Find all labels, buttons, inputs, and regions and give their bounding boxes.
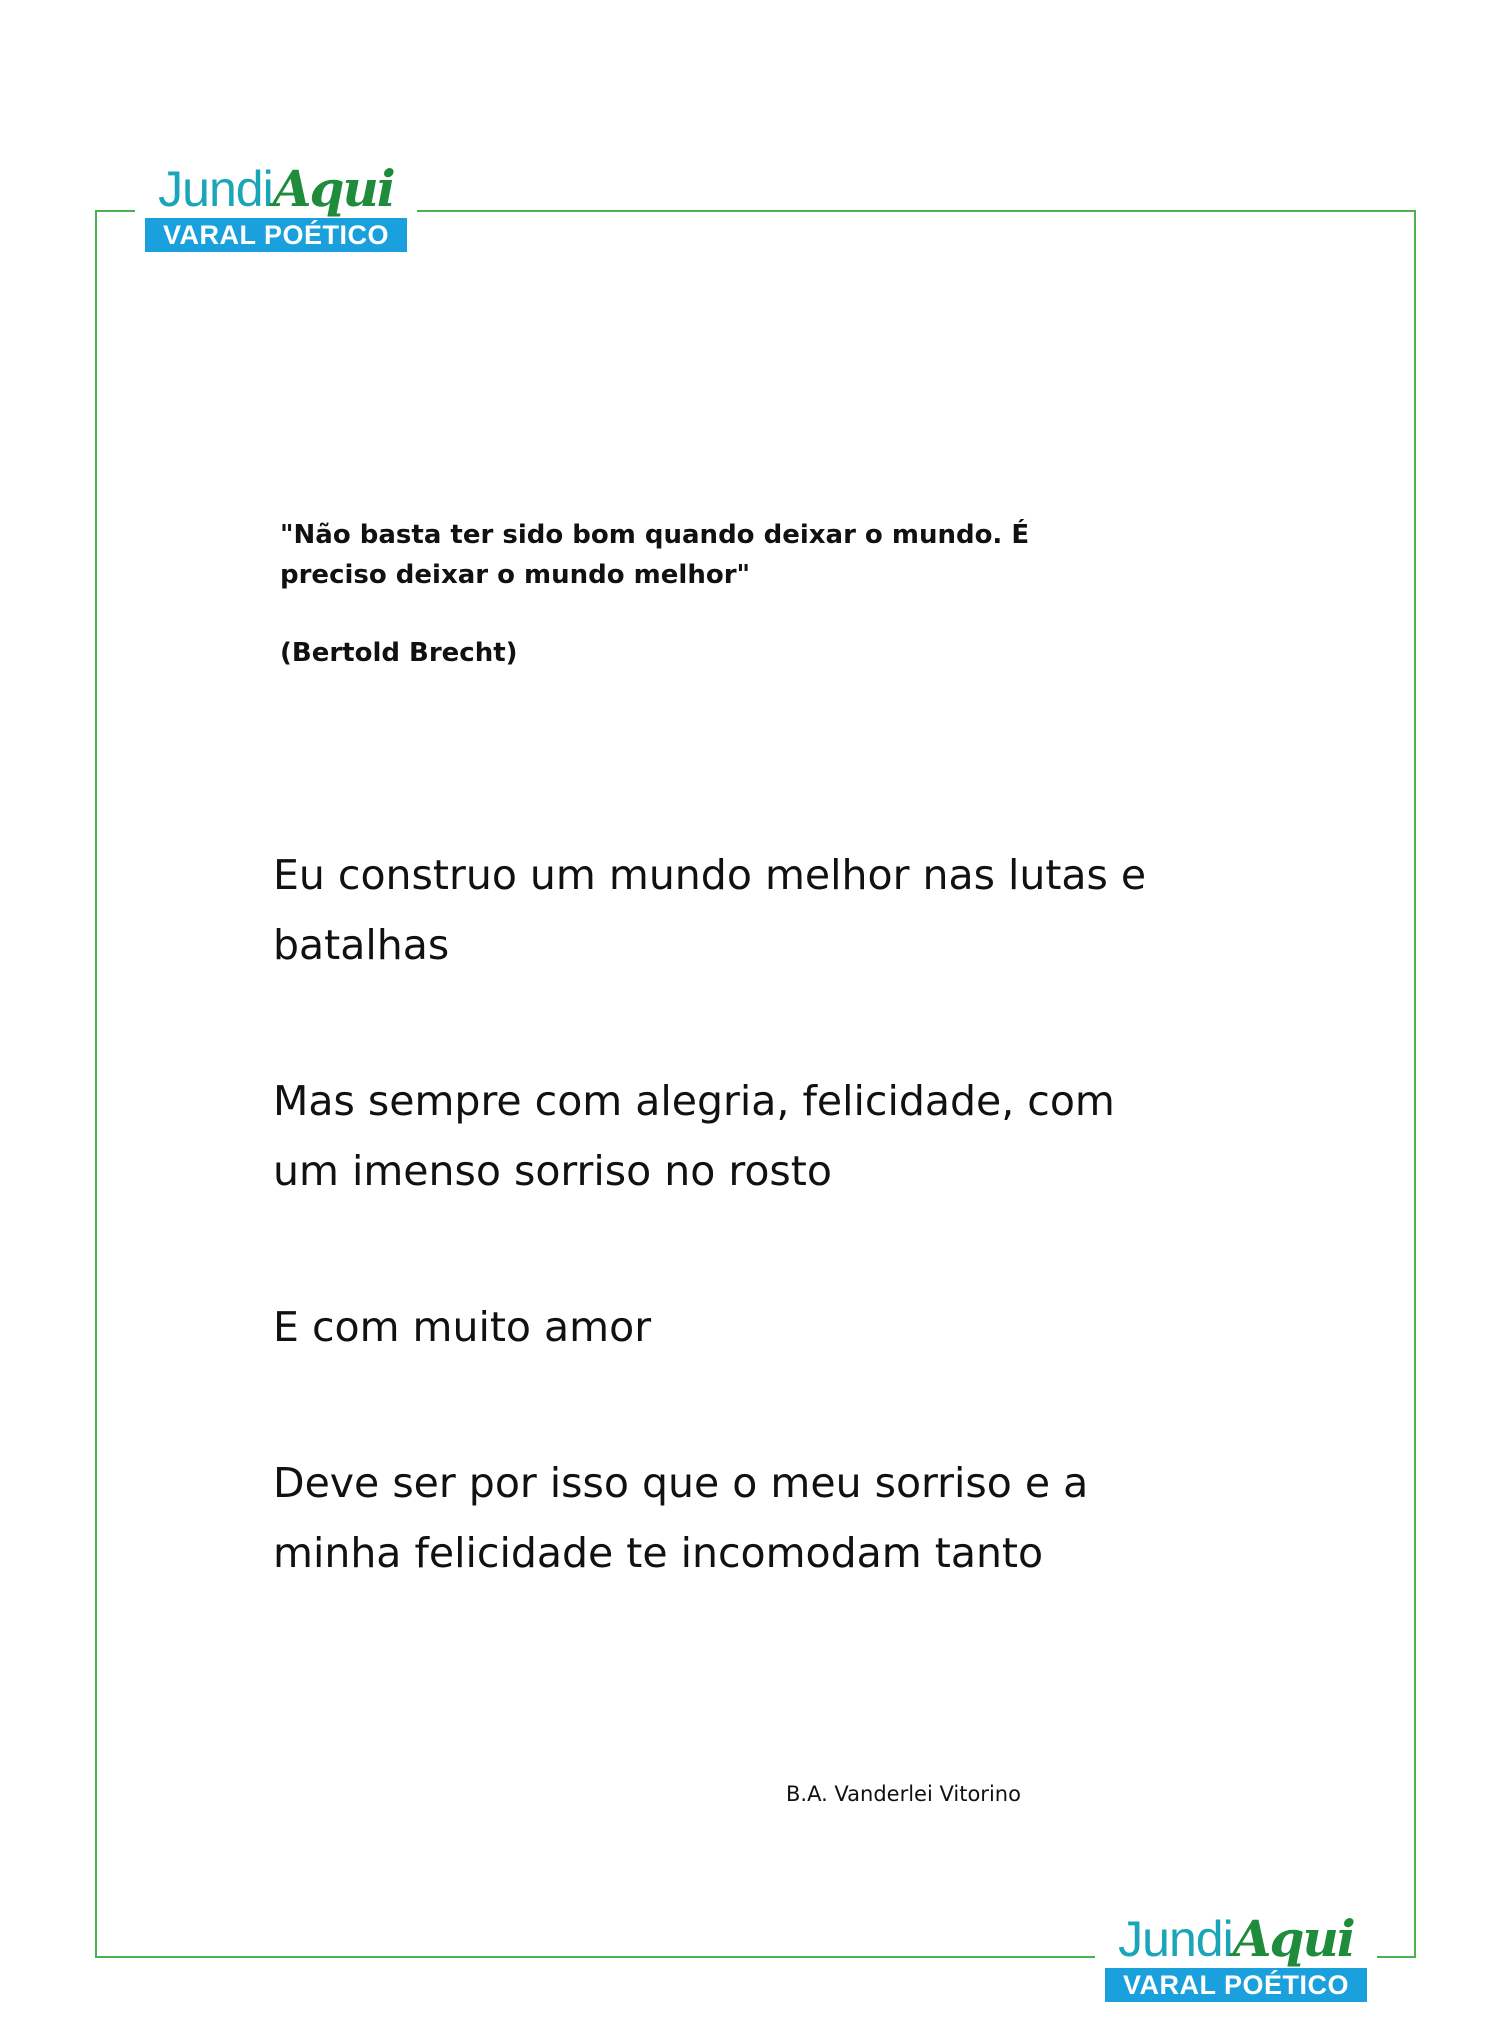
epigraph-quote: "Não basta ter sido bom quando deixar o mundo. É preciso deixar o mundo melhor" [280,520,1030,590]
logo-text-aqui: Aqui [1232,1909,1354,1968]
poem-stanza: Eu construo um mundo melhor nas lutas e batalhas [273,851,1147,969]
poem-stanza: E com muito amor [273,1303,652,1351]
poem-stanza: Deve ser por isso que o meu sorriso e a minha felicidade te incomodam tanto [273,1459,1089,1577]
logo-subtitle: VARAL POÉTICO [145,218,407,252]
poem-body [273,840,1173,1674]
poem-stanza: Mas sempre com alegria, felicidade, com um imenso sorriso no rosto [273,1077,1115,1195]
logo-text-jundi: Jundi [1118,1911,1233,1967]
logo-text-aqui: Aqui [272,159,394,218]
logo-text-jundi: Jundi [158,161,273,217]
logo-subtitle: VARAL POÉTICO [1105,1968,1367,2002]
author-signature: B.A. Vanderlei Vitorino [786,1782,1021,1806]
epigraph-author: (Bertold Brecht) [280,638,518,668]
jundiaqui-logo-top [135,160,417,252]
logo-wordmark [145,160,407,218]
epigraph [280,515,1040,673]
logo-wordmark [1105,1910,1367,1968]
jundiaqui-logo-bottom [1095,1910,1377,2002]
